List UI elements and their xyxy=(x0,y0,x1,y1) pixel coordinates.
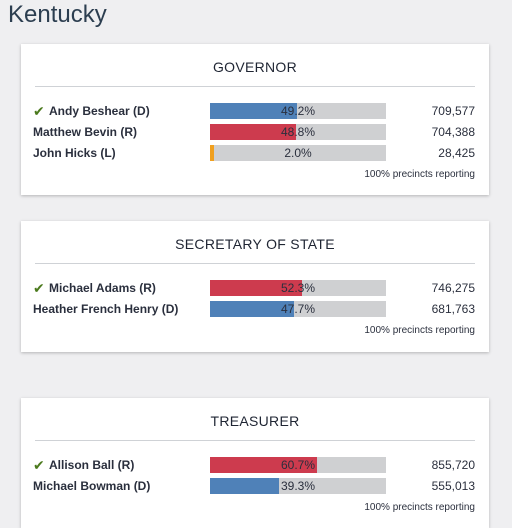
vote-share-bar xyxy=(210,124,386,140)
vote-share-bar xyxy=(210,457,386,473)
vote-share-bar xyxy=(210,103,386,119)
candidate-row xyxy=(21,143,489,164)
race-title: TREASURER xyxy=(210,413,300,429)
vote-count: 709,577 xyxy=(431,104,475,118)
candidate-row xyxy=(21,476,489,497)
vote-share-label: 52.3% xyxy=(280,281,316,295)
race-header xyxy=(35,44,475,87)
vote-count: 704,388 xyxy=(431,125,475,139)
candidate-list xyxy=(21,87,489,164)
page-title: Kentucky xyxy=(8,1,107,28)
vote-count: 681,763 xyxy=(431,302,475,316)
precincts-reporting: 100% precincts reporting xyxy=(364,169,475,180)
race-card xyxy=(21,398,489,528)
candidate-name: Matthew Bevin (R) xyxy=(33,125,138,139)
candidate-list xyxy=(21,264,489,320)
candidate-name: Michael Bowman (D) xyxy=(33,479,151,493)
precincts-reporting: 100% precincts reporting xyxy=(364,325,475,336)
race-card xyxy=(21,44,489,195)
candidate-list xyxy=(21,441,489,497)
candidate-name: Allison Ball (R) xyxy=(49,458,135,472)
vote-share-bar xyxy=(210,280,386,296)
candidate-name: Heather French Henry (D) xyxy=(33,302,179,316)
candidate-row xyxy=(21,278,489,299)
race-header xyxy=(35,398,475,441)
candidate-row xyxy=(21,122,489,143)
candidate-row xyxy=(21,299,489,320)
vote-count: 855,720 xyxy=(431,458,475,472)
vote-share-label: 48.8% xyxy=(280,125,316,139)
candidate-row xyxy=(21,455,489,476)
race-title: GOVERNOR xyxy=(212,59,298,75)
vote-share-label: 60.7% xyxy=(280,458,316,472)
precincts-reporting: 100% precincts reporting xyxy=(364,502,475,513)
winner-check-icon: ✔ xyxy=(33,457,45,473)
vote-share-bar xyxy=(210,478,386,494)
candidate-name: John Hicks (L) xyxy=(33,146,116,160)
candidate-name: Andy Beshear (D) xyxy=(49,104,150,118)
candidate-name: Michael Adams (R) xyxy=(49,281,156,295)
race-header xyxy=(35,221,475,264)
vote-count: 28,425 xyxy=(438,146,475,160)
candidate-row xyxy=(21,101,489,122)
vote-share-bar xyxy=(210,301,386,317)
vote-share-label: 2.0% xyxy=(284,146,312,160)
vote-share-label: 49.2% xyxy=(280,104,316,118)
vote-count: 746,275 xyxy=(431,281,475,295)
vote-share-label: 39.3% xyxy=(280,479,316,493)
vote-count: 555,013 xyxy=(431,479,475,493)
winner-check-icon: ✔ xyxy=(33,103,45,119)
race-title: SECRETARY OF STATE xyxy=(175,236,335,252)
winner-check-icon: ✔ xyxy=(33,280,45,296)
vote-share-bar xyxy=(210,145,386,161)
race-card xyxy=(21,221,489,352)
vote-share-label: 47.7% xyxy=(280,302,316,316)
